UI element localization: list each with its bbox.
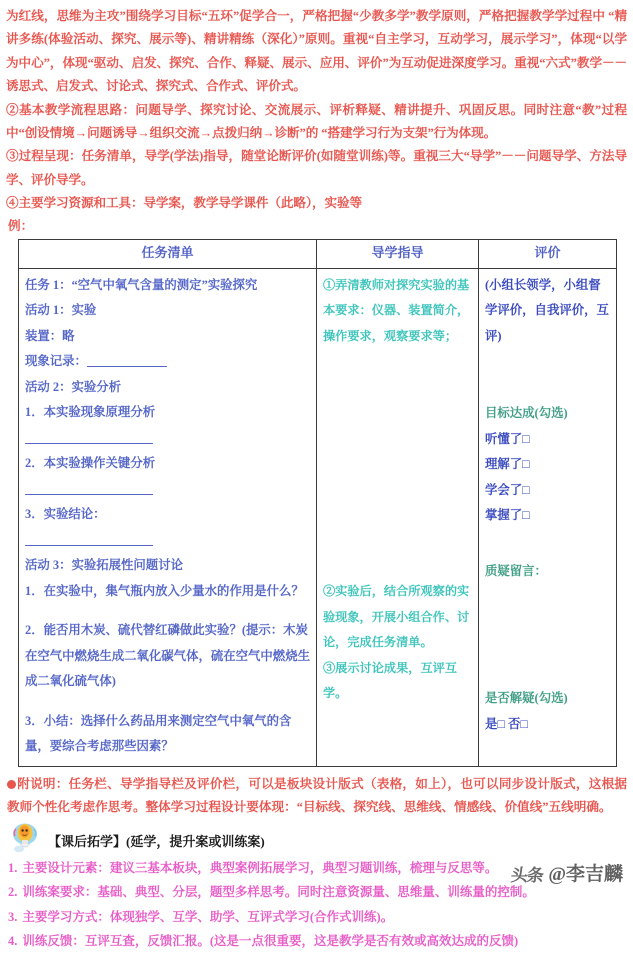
question-message-label: 质疑留言：	[485, 563, 547, 578]
table-row	[19, 268, 617, 766]
task-line-7: 2．本实验操作关键分析	[25, 456, 156, 471]
fill-blank-row-3	[25, 528, 310, 554]
extension-heading	[0, 819, 633, 854]
guidance-spacer	[323, 349, 472, 579]
table-header-task-list: 任务清单	[19, 239, 317, 268]
task-line-8: 3．实验结论：	[25, 507, 106, 522]
task-spacer	[25, 604, 310, 618]
task-line-6: 1．本实验现象原理分析	[25, 405, 156, 420]
guidance-item-1: ①弄清教师对探究实验的基本要求：仪器、装置简介，操作要求，观察要求等；	[323, 277, 470, 343]
fill-blank-line[interactable]	[87, 354, 167, 367]
checkbox-learned[interactable]: 学会了□	[485, 482, 530, 497]
evaluation-spacer	[485, 529, 610, 559]
bullet-dot-icon	[7, 780, 16, 789]
guidance-cell	[317, 268, 479, 766]
table-header-row	[19, 239, 617, 268]
task-spacer	[25, 695, 310, 709]
task-line-2: 活动 1：实验	[25, 303, 97, 318]
intro-paragraph-3: ③过程呈现：任务清单，导学(学法)指导，随堂论断评价(如随堂训练)等。重视三大“导学”－－问题导学、方法导学、评价导学。	[6, 149, 627, 187]
checkbox-mastered[interactable]: 掌握了□	[485, 508, 530, 523]
task-line-5: 活动 2：实验分析	[25, 379, 122, 394]
task-line-3: 装置：略	[25, 328, 75, 343]
evaluation-spacer	[485, 349, 610, 401]
evaluation-cell	[479, 268, 617, 766]
list-item: 训练案要求：基础、典型、分层，题型多样思考。同时注意资源量、思维量、训练量的控制。	[22, 885, 535, 900]
附说明-note	[0, 767, 633, 819]
guidance-item-3: ③展示讨论成果，互评互学。	[323, 660, 458, 701]
checkbox-understood[interactable]: 理解了□	[485, 457, 530, 472]
intro-block	[0, 0, 633, 216]
fill-blank-line[interactable]	[25, 533, 153, 546]
resolve-doubt-title: 是否解疑(勾选)	[485, 691, 568, 706]
extension-title: 【课后拓学】(延学，提升案或训练案)	[48, 834, 265, 850]
fill-blank-line[interactable]	[25, 431, 153, 444]
checkbox-heard[interactable]: 听懂了□	[485, 431, 530, 446]
example-label: 例：	[8, 218, 34, 233]
task-line-10: 1．在实验中，集气瓶内放入少量水的作用是什么？	[25, 583, 304, 598]
list-item: 主要设计元素：建议三基本板块，典型案例拓展学习，典型习题训练，梳理与反思等。	[22, 860, 498, 875]
lightbulb-character-icon	[12, 823, 39, 854]
task-line-4-label: 现象记录：	[25, 354, 87, 369]
list-item: 主要学习方式：体现独学、互学、助学、互评式学习(合作式训练)。	[22, 909, 394, 924]
task-list-cell	[19, 268, 317, 766]
goal-achievement-title: 目标达成(勾选)	[485, 406, 568, 421]
lesson-plan-table	[18, 239, 617, 767]
evaluation-spacer	[485, 584, 610, 686]
fill-blank-line[interactable]	[25, 482, 153, 495]
task-line-4	[25, 349, 310, 375]
task-line-9: 活动 3：实验拓展性问题讨论	[25, 558, 183, 573]
task-line-11: 2．能否用木炭、硫代替红磷做此实验？(提示：木炭在空气中燃烧生成二氧化碳气体，硫在空气中燃烧生成二氧化硫气体)	[25, 623, 310, 689]
task-line-12: 3．小结：选择什么药品用来测定空气中氧气的含量，要综合考虑那些因素？	[25, 713, 292, 754]
fill-blank-row-2	[25, 477, 310, 503]
toutiao-logo: 头条	[510, 866, 545, 885]
watermark-handle: @李吉麟	[548, 864, 623, 885]
table-header-guidance: 导学指导	[317, 239, 479, 268]
fill-blank-row-1	[25, 426, 310, 452]
note-text: 附说明：任务栏、导学指导栏及评价栏，可以是板块设计版式（表格，如上），也可以同步设计版式，这根据教师个性化考虑作思考。整体学习过程设计要体现：“目标线、探究线、思维线、情感线、价值线”五线明确。	[7, 776, 627, 814]
intro-paragraph-4: ④主要学习资源和工具：导学案，教学导学课件（此略），实验等	[6, 196, 363, 211]
resolve-doubt-options[interactable]: 是□ 否□	[485, 716, 528, 731]
table-header-evaluation: 评价	[479, 239, 617, 268]
list-item: 训练反馈：互评互查，反馈汇报。(这是一点很重要，这是教学是否有效或高效达成的反馈)	[22, 934, 519, 949]
guidance-item-2: ②实验后，结合所观察的实验现象，开展小组合作、讨论，完成任务清单。	[323, 584, 470, 650]
task-line-1: 任务 1：“空气中氧气含量的测定”实验探究	[25, 277, 258, 292]
evaluation-note: (小组长领学，小组督学评价，自我评价，互评)	[485, 277, 609, 343]
extension-list	[0, 856, 633, 954]
intro-paragraph-2: ②基本教学流程思路：问题导学、探究讨论、交流展示、评析释疑、精讲提升、巩固反思。同时注意“教”过程中“创设情境→问题诱导→组织交流→点拨归纳→诊断”的 “搭建学习行为支架”行为体现。	[6, 102, 627, 141]
intro-paragraph-1: 为红线，思维为主攻”围绕学习目标“五环”促学合一，严格把握“少教多学”教学原则，严格把握教学学过程中 “精讲多练(体验活动、探究、展示等)、精讲精练（深化）”原则。重视“自主学习，互动学习，展示学习”，体现“以学为中心”，体现“驱动、启发、探究、合作、释疑、展示、应用、评价”为互动促进深度学习。重视“六式”教学－－诱思式、启发式、讨论式、探究式、合作式、评价式。	[6, 9, 627, 94]
